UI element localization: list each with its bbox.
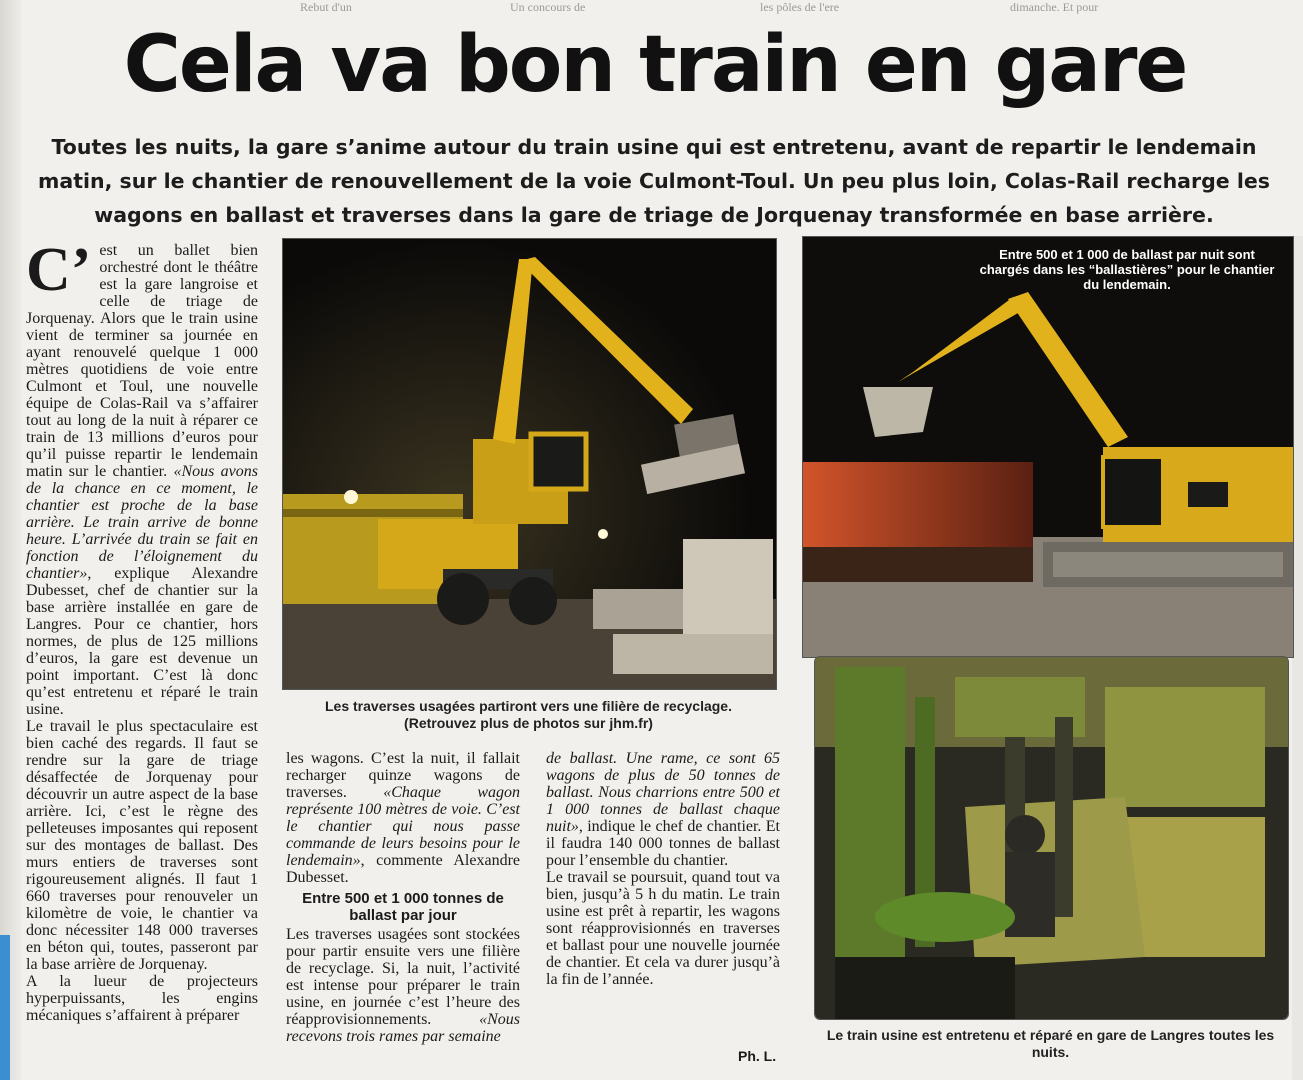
author-signature: Ph. L. — [738, 1048, 777, 1064]
paragraph — [286, 926, 520, 1045]
paragraph: A la lueur de projecteurs hyperpuissants, les engins mécaniques s’affairent à préparer — [26, 973, 258, 1024]
paragraph: Le travail le plus spectaculaire est bien caché des regards. Il faut se rendre sur la gare de triage désaffectée de Jorquenay pour découvrir un autre aspect de la base arrière. Ici, c’est le règne des pelleteuses imposantes qui reposent sur des montages de ballast. Des murs entiers de traverses sont rigoureusement alignés. Il faut 1 660 traverses pour renouveler un kilomètre de voie, le chantier va donc nécessiter 148 000 traverses en béton qui, toutes, passeront par la base arrière de Jorquenay. — [26, 718, 258, 973]
subheading: Entre 500 et 1 000 tonnes de ballast par jour — [302, 890, 504, 924]
text: , commente Alexandre Dubesset. — [286, 852, 520, 886]
quote: «Nous avons de la chance en ce moment, le chantier est proche de la base arrière. Le train arrive de bonne heure. L’arrivée du train se fait en fonction de l’éloignement du chantier» — [26, 463, 258, 582]
fragment: les pôles de l'ere — [760, 0, 840, 14]
photo-caption: Le train usine est entretenu et réparé en gare de Langres toutes les nuits. — [826, 1027, 1275, 1060]
paragraph — [546, 750, 780, 869]
quote: «Nous recevons trois rames par semaine — [286, 1011, 520, 1045]
article-column-1 — [26, 236, 258, 1024]
color-mark — [0, 935, 10, 1080]
fragment: Rebut d'un — [300, 0, 352, 14]
page-margin — [0, 0, 22, 1080]
text: les wagons. C’est la nuit, il fallait recharger quinze wagons de traverses. — [286, 750, 520, 801]
photo-overlay-caption: Entre 500 et 1 000 de ballast par nuit sont chargés dans les “ballastières” pour le chantier du lendemain. — [979, 247, 1275, 292]
article-column-3 — [546, 750, 780, 988]
photo-train-usine-worker — [814, 656, 1289, 1020]
caption-line: (Retrouvez plus de photos sur jhm.fr) — [404, 715, 653, 731]
quote: «Chaque wagon représente 100 mètres de voie. C’est le chantier qui nous passe commande de leurs besoins pour le lendemain» — [286, 784, 520, 869]
photo-caption — [282, 698, 775, 732]
paragraph — [26, 236, 258, 718]
fragment: Un concours de — [510, 0, 586, 14]
paragraph — [286, 750, 520, 886]
paragraph: Le travail se poursuit, quand tout va bien, jusqu’à 5 h du matin. Le train usine est prêt à repartir, les wagons sont réapprovisionnés en traverses et ballast pour une nouvelle journée de chantier. Et cela va durer jusqu’à la fin de l’année. — [546, 869, 780, 988]
article-column-2 — [286, 750, 520, 1045]
text: , indique le chef de chantier. Et il faudra 140 000 tonnes de ballast pour l’ensemble du chantier. — [546, 818, 780, 869]
caption-line: Les traverses usagées partiront vers une filière de recyclage. — [325, 698, 732, 714]
dropcap: C’ — [26, 236, 92, 304]
photo-excavator-ballast — [802, 236, 1294, 658]
standfirst: Toutes les nuits, la gare s’anime autour du train usine qui est entretenu, avant de repartir le lendemain matin, sur le chantier de renouvellement de la voie Culmont-Toul. Un peu plus loin, Colas-Rail recharge les wagons en ballast et traverses dans la gare de triage de Jorquenay transformée en base arrière. — [38, 135, 1270, 227]
text: est un ballet bien orchestré dont le théâtre est la gare langroise et celle de triage de Jorquenay. Alors que le train usine vient de terminer sa journée en ayant renouvelé quelque 1 000 mètres quotidiens de voie entre Culmont et Toul, une nouvelle équipe de Colas-Rail va s’affairer tout au long de la nuit à réparer ce train de 13 millions d’euros pour qu’il puisse repartir le lendemain matin sur le chantier. — [26, 242, 258, 480]
text: , explique Alexandre Dubesset, chef de chantier sur la base arrière installée en gare de Langres. Pour ce chantier, hors normes, de plus de 125 millions d’euros, la gare est devenue un point important. C’est là donc qu’est entretenu et réparé le train usine. — [26, 565, 258, 718]
text: Les traverses usagées sont stockées pour partir ensuite vers une filière de recyclage. Si, la nuit, l’activité est intense pour préparer le train usine, en journée c’est l’heure des réapprovisionnements. — [286, 926, 520, 1028]
quote: de ballast. Une rame, ce sont 65 wagons de plus de 50 tonnes de ballast. Nous charrions entre 500 et 1 000 tonnes de ballast chaque nuit» — [546, 750, 780, 835]
fragment: dimanche. Et pour — [1010, 0, 1099, 14]
headline: Cela va bon train en gare — [123, 20, 1187, 110]
photo-excavator-traverses — [282, 238, 777, 690]
